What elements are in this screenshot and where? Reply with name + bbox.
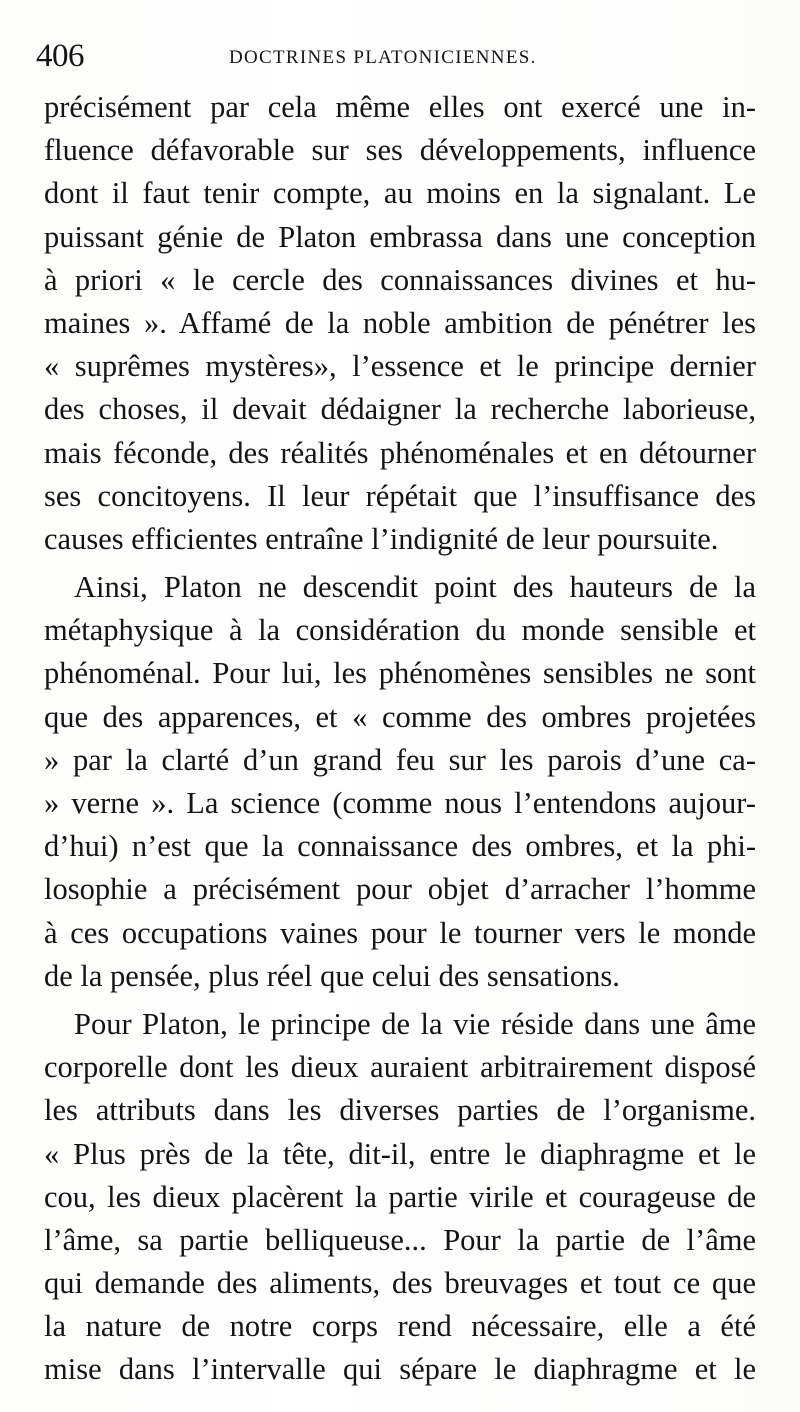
text-line: métaphysique à la considération du monde sensible et [44,613,756,648]
text-line: à priori « le cercle des connaissances divines et hu- [44,262,756,297]
text-line: l’âme, sa partie belliqueuse... Pour la partie de l’âme [44,1222,756,1257]
text-line: des choses, il devait dédaigner la recherche laborieuse, [44,392,756,427]
text-line: que des apparences, et « comme des ombres projetées [44,699,756,734]
page-number: 406 [36,38,84,74]
text-line: Pour Platon, le principe de la vie réside dans une âme [74,1006,756,1041]
text-line: ses concitoyens. Il leur répétait que l’insuffisance des [44,478,756,513]
text-line: » verne ». La science (comme nous l’entendons aujour- [44,786,756,820]
text-line: cou, les dieux placèrent la partie virile et courageuse de [44,1179,756,1214]
text-line: fluence défavorable sur ses développements, influence [44,133,756,168]
text-line: précisément par cela même elles ont exercé une in- [44,90,756,124]
text-line: corporelle dont les dieux auraient arbitrairement disposé [44,1050,756,1085]
text-line: » par la clarté d’un grand feu sur les parois d’une ca- [44,742,756,777]
paragraph-3 [44,1003,756,1392]
page-header [34,32,764,82]
paragraph-2 [44,566,756,998]
text-line: losophie a précisément pour objet d’arracher l’homme [44,872,756,907]
text-line: phénoménal. Pour lui, les phénomènes sensibles ne sont [44,656,756,691]
running-title: DOCTRINES PLATONICIENNES. [229,47,537,68]
text-line: maines ». Affamé de la noble ambition de pénétrer les [44,305,756,340]
text-line: « Plus près de la tête, dit-il, entre le diaphragme et le [44,1136,756,1171]
text-line: Ainsi, Platon ne descendit point des hauteurs de la [74,570,756,605]
text-line: mais féconde, des réalités phénoménales et en détourner [44,435,756,470]
text-line: d’hui) n’est que la connaissance des ombres, et la phi- [44,829,756,864]
text-line: « suprêmes mystères», l’essence et le principe dernier [44,349,756,384]
paragraph-1 [44,86,756,561]
text-line: la nature de notre corps rend nécessaire, elle a été [44,1309,756,1344]
text-line: à ces occupations vaines pour le tourner vers le monde [44,915,756,950]
text-line: causes efficientes entraîne l’indignité de leur poursuite. [44,521,719,556]
text-line: puissant génie de Platon embrassa dans une conception [44,219,756,254]
text-line: les attributs dans les diverses parties de l’organisme. [44,1093,756,1128]
text-line: qui demande des aliments, des breuvages et tout ce que [44,1266,756,1301]
text-line: dont il faut tenir compte, au moins en la signalant. Le [44,176,756,211]
body-text [44,86,756,1392]
text-line: de la pensée, plus réel que celui des sensations. [44,958,620,993]
text-line: mise dans l’intervalle qui sépare le diaphragme et le [44,1352,756,1387]
